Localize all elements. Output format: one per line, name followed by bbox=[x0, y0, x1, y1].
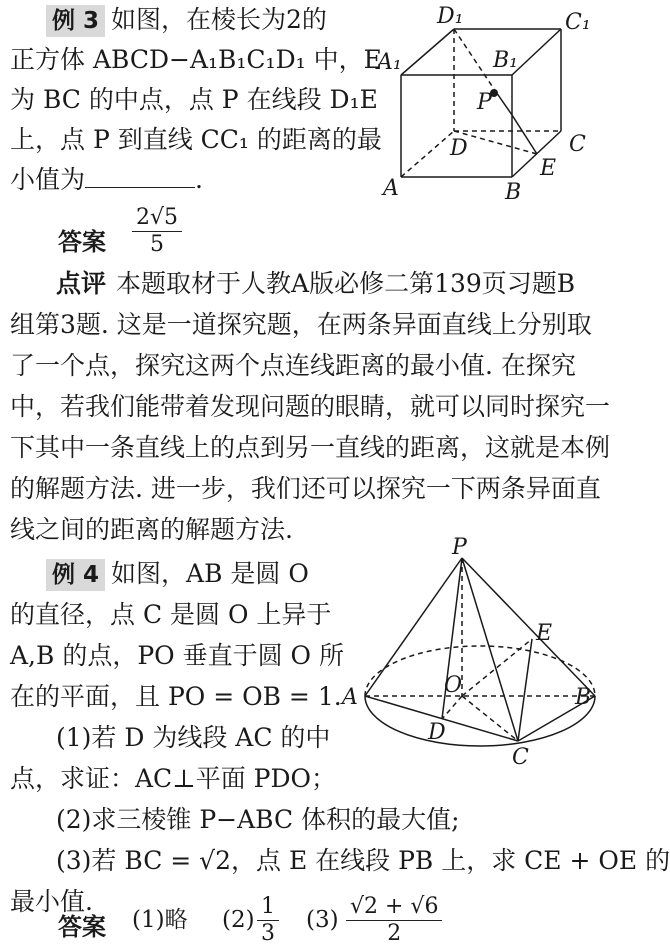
ex4-tag: 例 4 bbox=[46, 559, 105, 591]
ex3-line-2: 正方体 ABCD−A₁B₁C₁D₁ 中，E bbox=[10, 45, 382, 74]
comment-line-3: 了一个点，探究这两个点连线距离的最小值. 在探究 bbox=[10, 351, 576, 380]
label-b1: B₁ bbox=[493, 48, 518, 73]
label-p: P bbox=[477, 90, 492, 115]
ex4-line-3: A,B 的点，PO 垂直于圆 O 所 bbox=[10, 641, 344, 670]
ex4-answer-1: (1)略 bbox=[132, 907, 188, 933]
label-c: C bbox=[512, 745, 529, 770]
comment-tag: 点评 bbox=[56, 269, 107, 298]
ex4-answer-2-prefix: (2) bbox=[222, 907, 255, 933]
comment-line-4: 中，若我们能带着发现问题的眼睛，就可以同时探究一 bbox=[10, 392, 611, 421]
ex3-line-3: 为 BC 的中点，点 P 在线段 D₁E bbox=[10, 85, 378, 114]
ex4-line-6: 点，求证：AC⊥平面 PDO； bbox=[10, 764, 337, 793]
label-d: D bbox=[428, 720, 446, 745]
ex4-line-1: 例 4 如图，AB 是圆 O bbox=[46, 558, 309, 591]
ex4-line-8: (3)若 BC = √2，点 E 在线段 PB 上，求 CE + OE 的 bbox=[56, 846, 670, 875]
label-b: B bbox=[575, 685, 592, 710]
comment-line-2: 组第3题. 这是一道探究题，在两条异面直线上分别取 bbox=[10, 310, 592, 339]
ex4-answer-2-fraction: $\frac{1}{3}$ bbox=[257, 894, 279, 947]
ex4-line-7: (2)求三棱锥 P−ABC 体积的最大值; bbox=[56, 805, 460, 834]
ex4-line-2: 的直径，点 C 是圆 O 上异于 bbox=[10, 600, 332, 629]
ex3-line-5: 小值为 . bbox=[10, 165, 203, 194]
ex4-line-5: (1)若 D 为线段 AC 的中 bbox=[56, 723, 331, 752]
label-a: A bbox=[342, 685, 358, 710]
ex4-answer-label: 答案 bbox=[58, 913, 106, 941]
label-d: D bbox=[450, 136, 468, 161]
label-p: P bbox=[452, 535, 467, 560]
label-e: E bbox=[536, 621, 553, 646]
ex3-answer-label: 答案 bbox=[58, 228, 106, 256]
ex3-line-4: 上，点 P 到直线 CC₁ 的距离的最 bbox=[10, 125, 382, 154]
ex3-tag: 例 3 bbox=[46, 5, 105, 37]
label-a: A bbox=[383, 176, 399, 201]
ex3-answer-fraction: $\frac{2√5}{5}$ bbox=[132, 205, 182, 258]
label-c: C bbox=[569, 132, 586, 157]
comment-line-5: 下其中一条直线上的点到另一直线的距离，这就是本例 bbox=[10, 433, 611, 462]
comment-line-7: 线之间的距离的解题方法. bbox=[10, 515, 293, 544]
cube-figure bbox=[375, 5, 595, 205]
label-a1: A₁ bbox=[377, 50, 402, 75]
ex4-line-4: 在的平面，且 PO = OB = 1. bbox=[10, 682, 342, 711]
label-d1: D₁ bbox=[437, 4, 464, 29]
comment-line-6: 的解题方法. 进一步，我们还可以探究一下两条异面直 bbox=[10, 474, 601, 503]
ex3-line-1: 例 3 如图，在棱长为2的 bbox=[46, 4, 327, 37]
ex4-answer-3-fraction: $\frac{√2 + √6}{2}$ bbox=[346, 894, 442, 947]
label-o: O bbox=[444, 673, 463, 698]
label-e: E bbox=[540, 156, 557, 181]
cone-figure bbox=[340, 536, 600, 776]
answer-blank bbox=[85, 167, 195, 188]
ex4-line-9: 最小值. bbox=[10, 887, 93, 916]
comment-line-1: 点评 本题取材于人教A版必修二第139页习题B bbox=[56, 269, 576, 298]
label-c1: C₁ bbox=[565, 10, 591, 35]
ex4-answer-3-prefix: (3) bbox=[306, 907, 339, 933]
label-b: B bbox=[505, 180, 522, 205]
